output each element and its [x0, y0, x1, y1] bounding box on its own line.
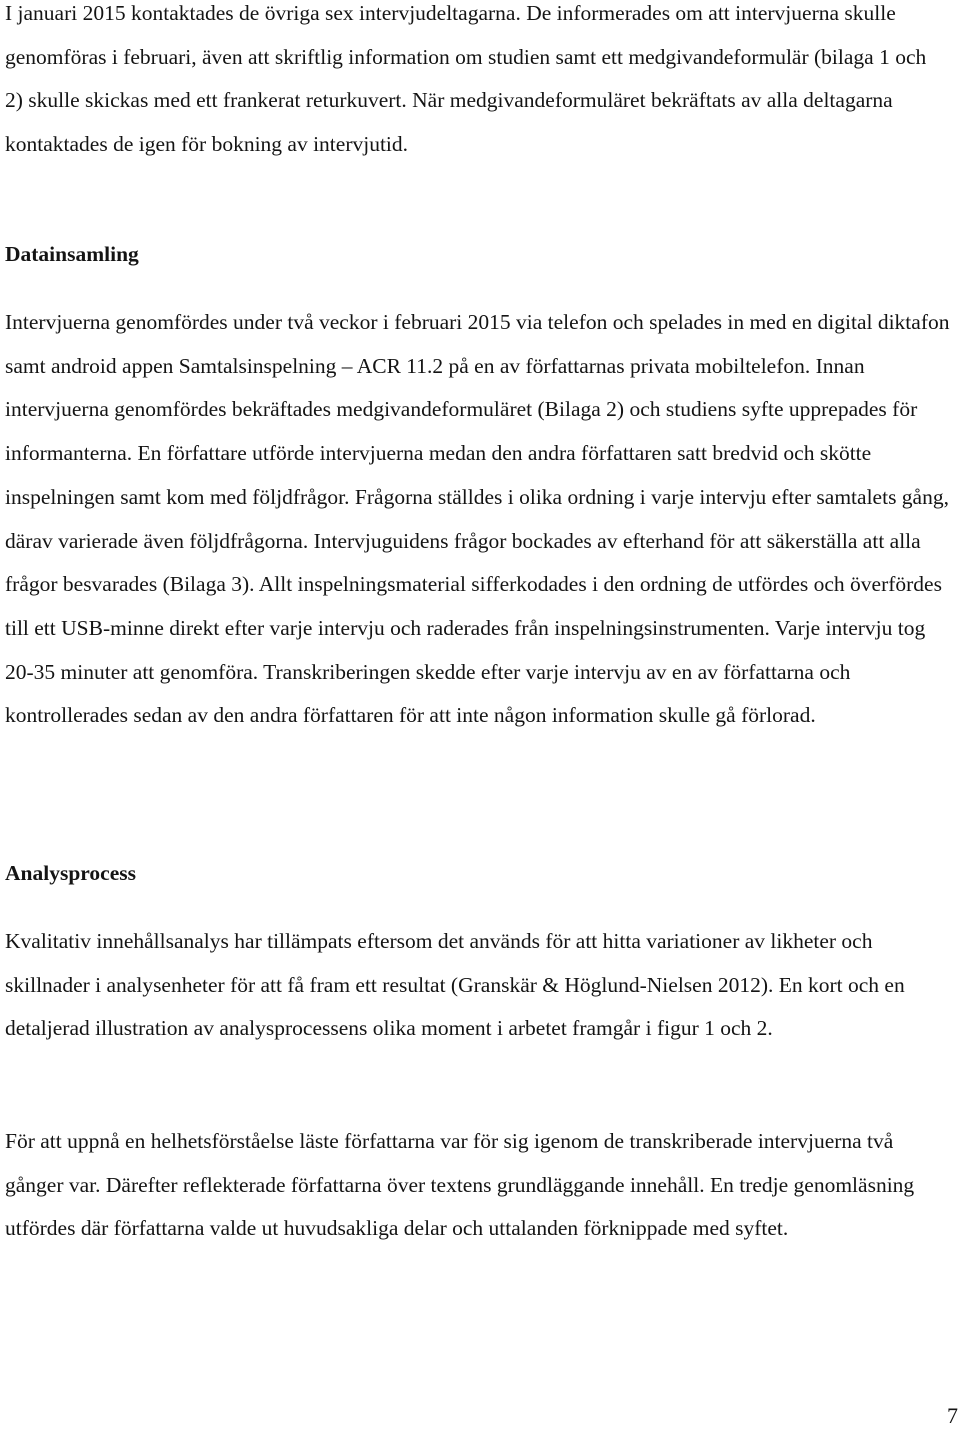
datainsamling-paragraph: Intervjuerna genomfördes under två veckor i februari 2015 via telefon och spelades in med en digital diktafon samt android appen Samtalsinspelning – ACR 11.2 på en av författarnas privata mobiltelefon. Innan intervjuerna genomfördes bekräftades medgivandeformuläret (Bilaga 2) och studiens syfte upprepades för informanterna. En författare utförde intervjuerna medan den andra författaren satt bredvid och skötte inspelningen samt kom med följdfrågor. Frågorna ställdes i olika ordning i varje intervju efter samtalets gång, därav varierade även följdfrågorna. Intervjuguidens frågor bockades av efterhand för att säkerställa att alla frågor besvarades (Bilaga 3). Allt inspelningsmaterial sifferkodades i den ordning de utfördes och överfördes till ett USB-minne direkt efter varje intervju och raderades från inspelningsinstrumenten. Varje intervju tog 20-35 minuter att genomföra. Transkriberingen skedde efter varje intervju av en av författarna och kontrollerades sedan av den andra författaren för att inte någon information skulle gå förlorad. — [5, 310, 950, 728]
page-number: 7 — [947, 1403, 958, 1428]
intro-paragraph: I januari 2015 kontaktades de övriga sex intervjudeltagarna. De informerades om att intervjuerna skulle genomföras i februari, även att skriftlig information om studien samt ett medgivandeformulär (bilaga 1 och 2) skulle skickas med ett frankerat returkuvert. När medgivandeformuläret bekräftats av alla deltagarna kontaktades de igen för bokning av intervjutid. — [5, 1, 927, 157]
heading-datainsamling: Datainsamling — [5, 242, 139, 266]
analys-paragraph-2: För att uppnå en helhetsförståelse läste författarna var för sig igenom de transkriberade intervjuerna två gånger var. Därefter reflekterade författarna över textens grundläggande innehåll. En tredje genomläsning utfördes där författarna valde ut huvudsakliga delar och uttalanden förknippade med syftet. — [5, 1129, 915, 1241]
heading-analysprocess: Analysprocess — [5, 861, 137, 885]
analys-paragraph-1: Kvalitativ innehållsanalys har tillämpats eftersom det används för att hitta variationer av likheter och skillnader i analysenheter för att få fram ett resultat (Granskär & Höglund-Nielsen 2012). En kort och en detaljerad illustration av analysprocessens olika moment i arbetet framgår i figur 1 och 2. — [5, 929, 905, 1041]
